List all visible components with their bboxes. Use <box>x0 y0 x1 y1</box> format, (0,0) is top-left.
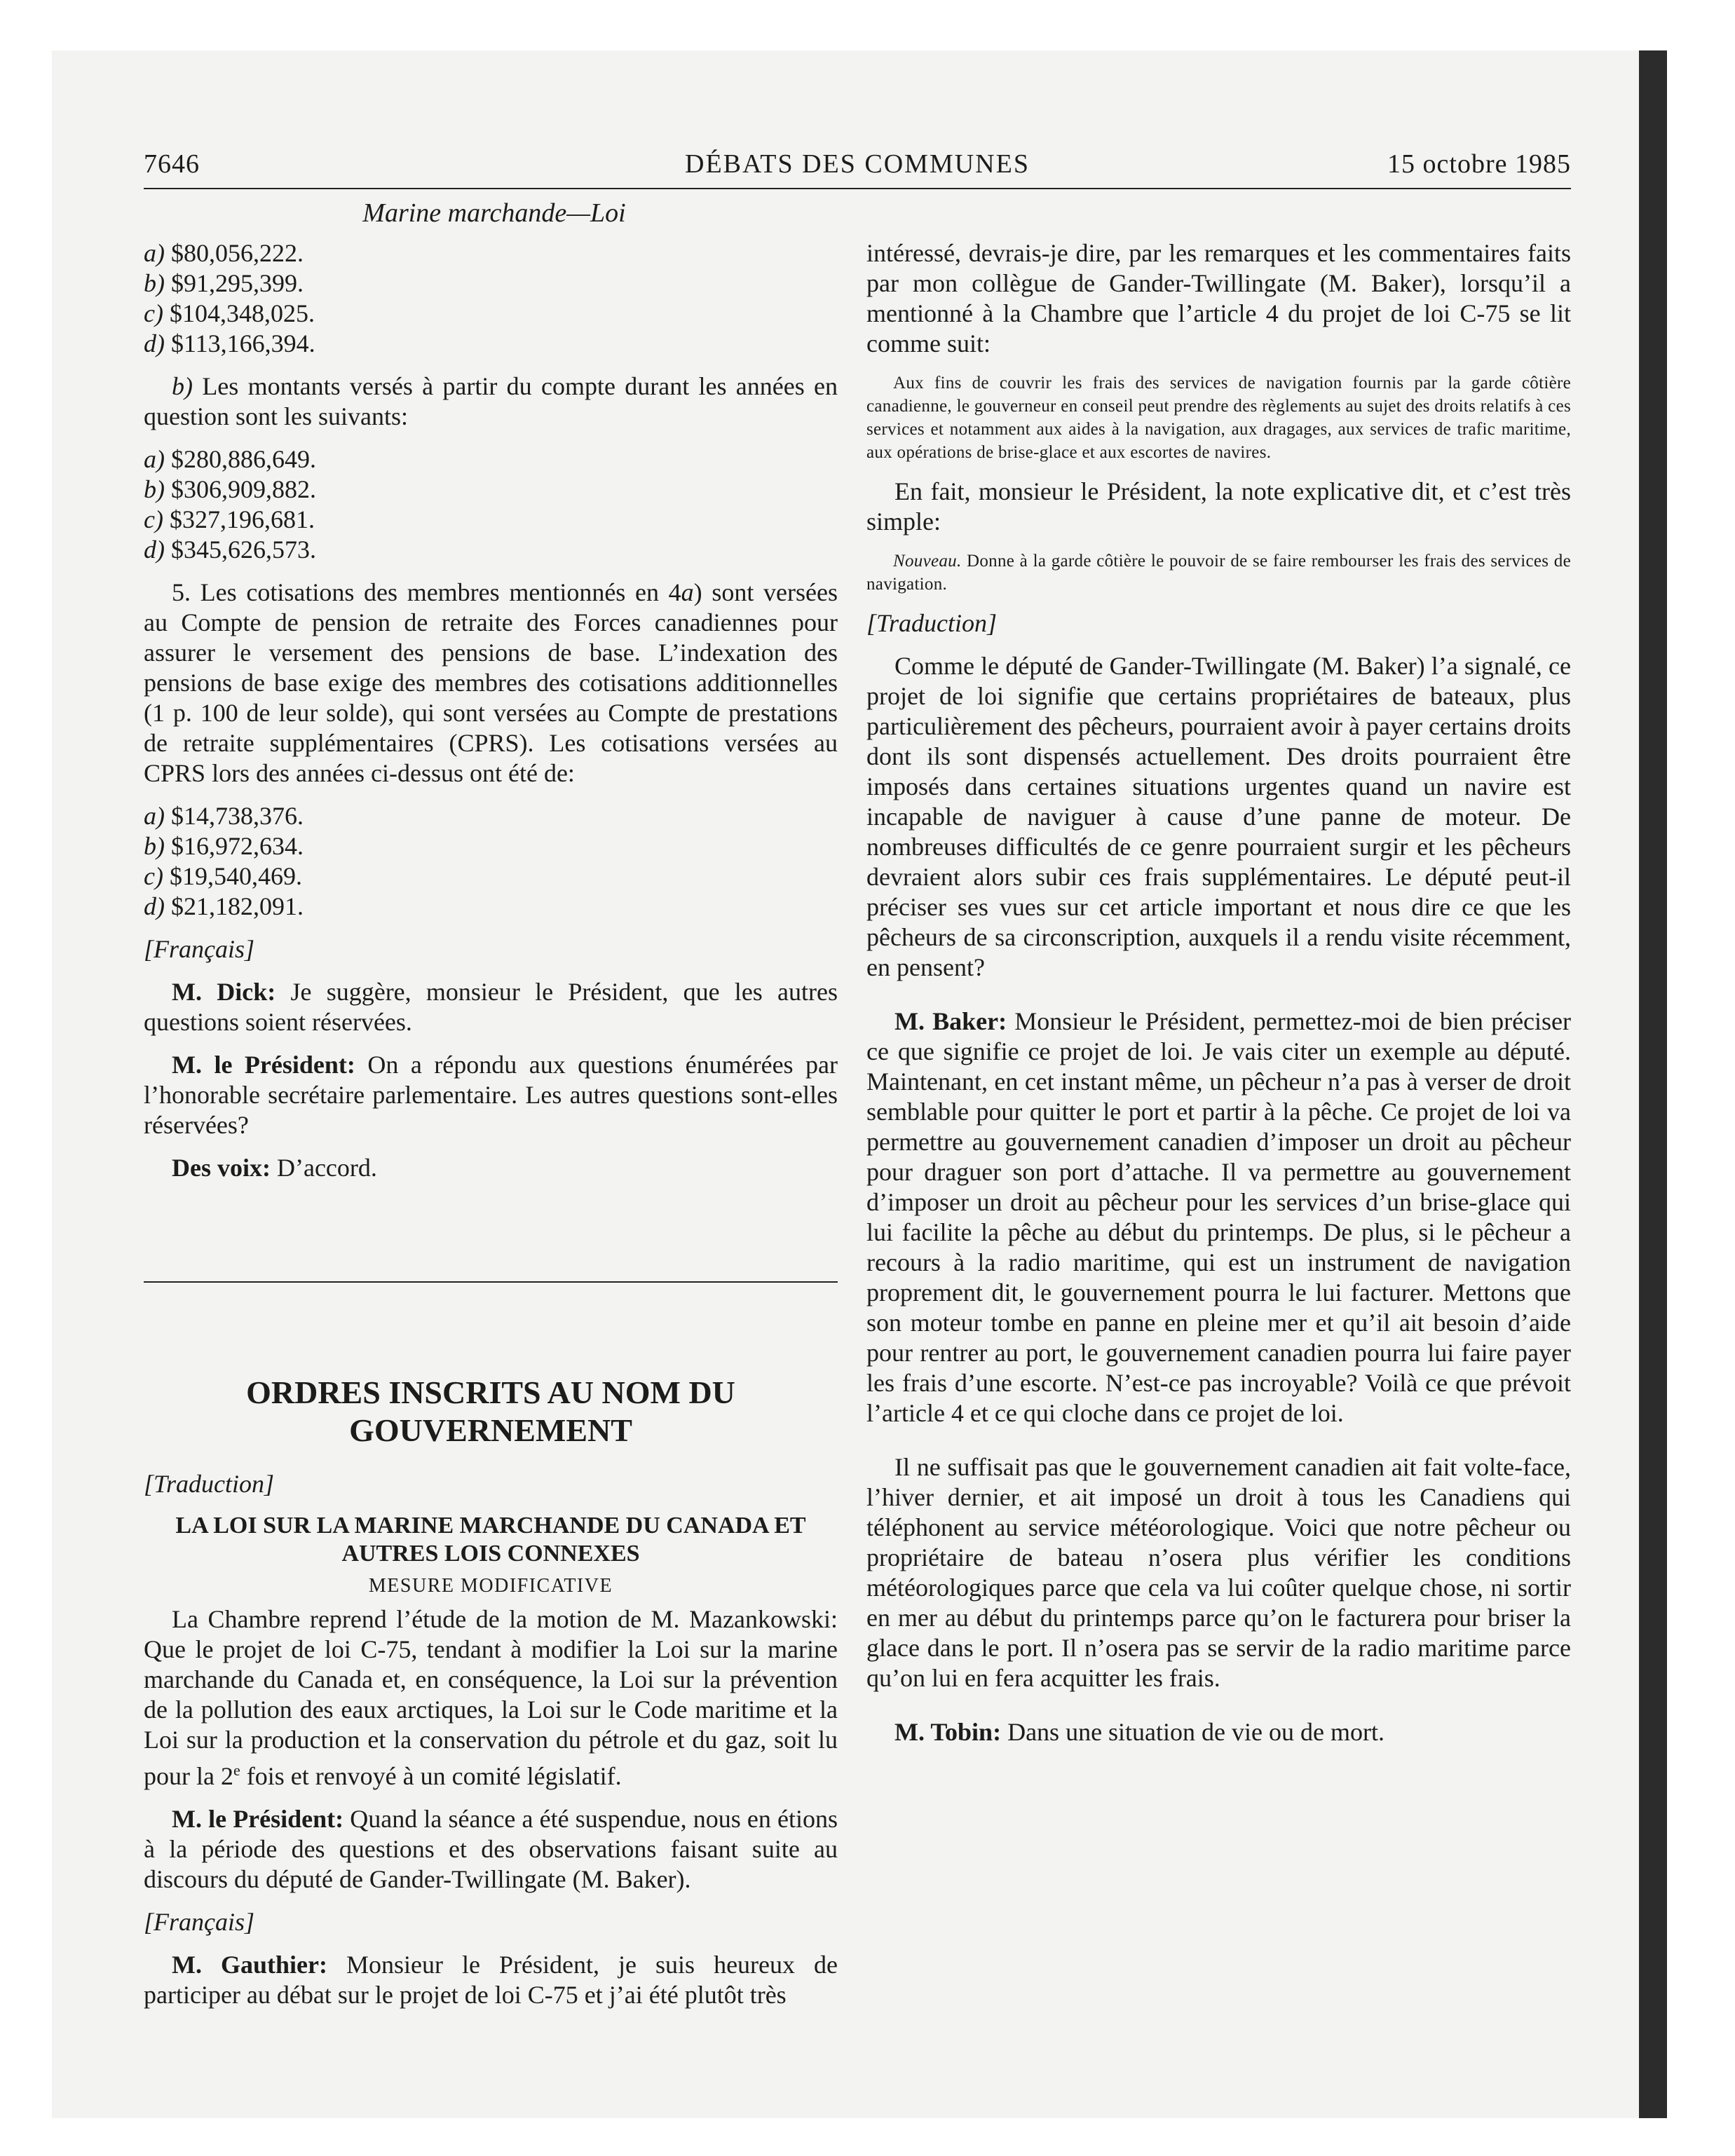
speech-dick: M. Dick: Je suggère, monsieur le Président, que les autres questions soient réservées. <box>144 978 838 1036</box>
speech-voices: Des voix: D’accord. <box>172 1154 377 1182</box>
language-tag: [Traduction] <box>144 1470 275 1498</box>
right-column <box>866 238 1571 1760</box>
speech-president: M. le Président: On a répondu aux questions énumérées par l’honorable secrétaire parlementaire. Les autres questions sont-elles réservées? <box>144 1051 838 1139</box>
quoted-clause: Aux fins de couvrir les frais des services de navigation fournis par la garde côtière canadienne, le gouverneur en conseil peut prendre des règlements au sujet des droits relatifs à ces services et notamment aux aides à la navigation, aux dragages, aux services de trafic maritime, aux opérations de brise-glace et aux escortes de navires. <box>866 374 1571 462</box>
scan-edge-bar <box>1639 50 1667 2118</box>
list-item: b) $306,909,882. <box>144 475 316 503</box>
page-date: 15 octobre 1985 <box>1387 149 1571 179</box>
paragraph-b: b) Les montants versés à partir du compte durant les années en question sont les suivants: <box>144 372 838 430</box>
bill-subheading: MESURE MODIFICATIVE <box>368 1575 613 1597</box>
list-item: a) $280,886,649. <box>144 445 316 473</box>
section-divider <box>144 1281 838 1283</box>
speech-president-2: M. le Président: Quand la séance a été suspendue, nous en étions à la période des questions et des observations faisant suite au discours du député de Gander-Twillingate (M. Baker). <box>144 1805 838 1893</box>
list-item: a) $80,056,222. <box>144 239 304 267</box>
bill-heading: LA LOI SUR LA MARINE MARCHANDE DU CANADA ET AUTRES LOIS CONNEXES <box>175 1513 806 1567</box>
explanatory-note-intro: En fait, monsieur le Président, la note explicative dit, et c’est très simple: <box>866 477 1571 535</box>
list-item: c) $104,348,025. <box>144 299 315 327</box>
speaker-name: M. le Président: <box>172 1051 355 1079</box>
speaker-name: M. Baker: <box>894 1007 1007 1035</box>
list-item: d) $113,166,394. <box>144 329 315 357</box>
language-tag: [Français] <box>144 1908 255 1936</box>
speech-gauthier: M. Gauthier: Monsieur le Président, je suis heureux de participer au débat sur le projet de loi C-75 et j’ai été plutôt très <box>144 1951 838 2009</box>
amount-list-2 <box>144 444 838 565</box>
paragraph-5: 5. Les cotisations des membres mentionnés en 4a) sont versées au Compte de pension de retraite des Forces canadiennes pour assurer le versement des pensions de base. L’indexation des pensions de base exige des membres des cotisations additionnelles (1 p. 100 de leur solde), qui sont versées au Compte de prestations de retraite supplémentaires (CPRS). Les cotisations versées au CPRS lors des années ci-dessus ont été de: <box>144 578 838 787</box>
explanatory-note-quote: Nouveau. Donne à la garde côtière le pouvoir de se faire rembourser les frais des services de navigation. <box>866 552 1571 594</box>
list-item: d) $21,182,091. <box>144 892 304 920</box>
language-tag: [Traduction] <box>866 609 998 637</box>
speaker-name: M. Tobin: <box>894 1718 1002 1746</box>
speech-baker: M. Baker: Monsieur le Président, permettez-moi de bien préciser ce que signifie ce projet de loi. Je vais citer un exemple au député. Maintenant, en cet instant même, un pêcheur n’a pas à verser de droit semblable pour quitter le port et partir à la pêche. Ce projet de loi va permettre au gouvernement canadien d’imposer un droit au pêcheur pour draguer son port d’attache. Il va permettre au gouvernement d’imposer un droit au pêcheur pour les services d’un brise-glace qui lui facilite la pêche au début du printemps. De plus, si le pêcheur a recours à la radio maritime, qui est un instrument de navigation proprement dit, le gouvernement pourra le lui facturer. Mettons que son moteur tombe en panne en pleine mer et qu’il ait besoin d’aide pour rentrer au port, le gouvernement canadien pourra lui faire payer les frais d’une escorte. N’est-ce pas incroyable? Voilà ce que prévoit l’article 4 et ce qui cloche dans ce projet de loi. <box>866 1007 1572 1427</box>
publication-title: DÉBATS DES COMMUNES <box>685 149 1030 179</box>
speech-tobin: M. Tobin: Dans une situation de vie ou de mort. <box>894 1718 1384 1746</box>
baker-continuation: Il ne suffisait pas que le gouvernement canadien ait fait volte-face, l’hiver dernier, et ait imposé un droit à tous les Canadiens qui téléphonent au service météorologique. Voici que notre pêcheur ou propriétaire de bateau n’osera plus vérifier les conditions météorologiques parce que cela va lui coûter quelque chose, ni sortir en mer au début du printemps parce qu’on le facturera pour briser la glace dans le port. Il n’osera pas se servir de la radio maritime parce qu’on lui en fera acquitter les frais. <box>866 1453 1571 1692</box>
page-header <box>144 149 1571 189</box>
speaker-name: M. Gauthier: <box>172 1951 327 1979</box>
list-item: a) $14,738,376. <box>144 802 304 830</box>
language-tag: [Français] <box>144 935 255 963</box>
orders-heading: ORDRES INSCRITS AU NOM DU GOUVERNEMENT <box>246 1374 735 1448</box>
list-item: c) $327,196,681. <box>144 505 315 533</box>
topic-heading: Marine marchande—Loi <box>362 198 626 228</box>
page-number: 7646 <box>144 149 200 179</box>
list-item: c) $19,540,469. <box>144 862 302 890</box>
speaker-name: M. Dick: <box>172 978 276 1006</box>
speaker-name: M. le Président: <box>172 1805 344 1833</box>
amount-list-1 <box>144 238 838 359</box>
speaker-name: Des voix: <box>172 1154 271 1182</box>
question-paragraph: Comme le député de Gander-Twillingate (M. Baker) l’a signalé, ce projet de loi signifie que certains propriétaires de bateaux, plus particulièrement des pêcheurs, pourraient avoir à payer certains droits dont ils sont dispensés actuellement. Des droits pourraient être imposés dans certaines situations urgentes quand un navire est incapable de naviguer à cause d’une panne de moteur. De nombreuses difficultés de ce genre pourraient surgir et les pêcheurs devraient alors subir ces frais supplémentaires. Le député peut-il préciser ses vues sur cet article important et nous dire ce que les pêcheurs de sa circonscription, auxquels il a rendu visite récemment, en pensent? <box>866 652 1571 981</box>
amount-list-3 <box>144 801 838 922</box>
motion-paragraph: La Chambre reprend l’étude de la motion de M. Mazankowski: Que le projet de loi C-75, tendant à modifier la Loi sur la marine marchande du Canada et, en conséquence, la Loi sur la prévention de la pollution des eaux arctiques, la Loi sur le Code maritime et la Loi sur la production et la conservation du pétrole et du gaz, soit lu pour la 2e fois et renvoyé à un comité législatif. <box>144 1605 838 1790</box>
left-column <box>144 238 838 2023</box>
gauthier-continuation: intéressé, devrais-je dire, par les remarques et les commentaires faits par mon collègue de Gander-Twillingate (M. Baker), lorsqu’il a mentionné à la Chambre que l’article 4 du projet de loi C-75 se lit comme suit: <box>866 239 1571 357</box>
list-item: d) $345,626,573. <box>144 535 316 564</box>
list-item: b) $91,295,399. <box>144 269 304 297</box>
list-item: b) $16,972,634. <box>144 832 304 860</box>
